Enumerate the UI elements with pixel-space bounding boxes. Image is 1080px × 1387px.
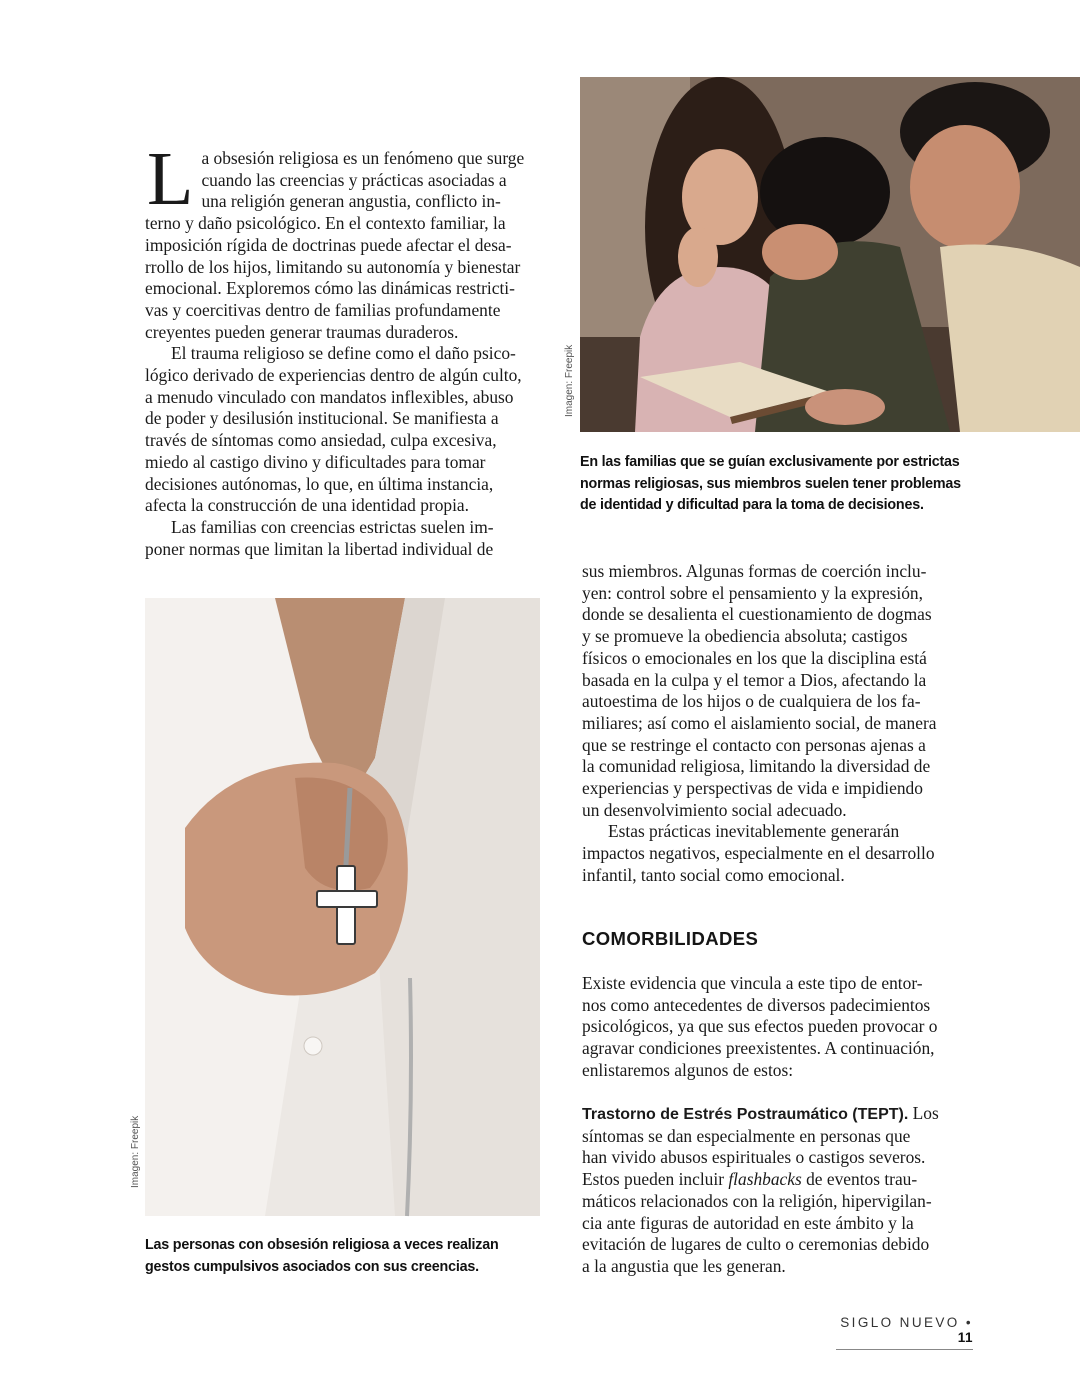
text-line: rrollo de los hijos, limitando su autonomía y bienestar [145,256,521,277]
text-line: enlistaremos algunos de estos: [582,1059,794,1080]
text-line: Estas prácticas inevitablemente generarán [608,821,900,842]
paragraph-3 [145,517,537,560]
paragraph-4 [582,561,978,821]
tept-line1-rest: Los [908,1103,939,1123]
text-line: autoestima de los hijos o de cualquiera de los fa- [582,691,921,712]
text-line: máticos relacionados con la religión, hipervigilan- [582,1190,932,1211]
photo-credit-bottom: Imagen: Freepik [130,1115,141,1188]
text-line: y se promueve la obediencia absoluta; castigos [582,626,908,647]
magazine-name: SIGLO NUEVO [840,1315,960,1330]
text-line: poner normas que limitan la libertad individual de [145,538,494,559]
tept-lines-b [582,1191,978,1278]
text-line: una religión generan angustia, conflicto in- [201,191,501,212]
text-line: de poder y desilusión institucional. Se manifiesta a [145,408,499,429]
text-line: evitación de lugares de culto o ceremonias debido [582,1234,930,1255]
text-line: Las familias con creencias estrictas suelen im- [171,516,494,537]
text-line: terno y daño psicológico. En el contexto familiar, la [145,213,506,234]
text-line: han vivido abusos espirituales o castigos severos. [582,1147,926,1168]
text-line: que se restringe el contacto con personas ajenas a [582,734,926,755]
text-line: un desenvolvimiento social adecuado. [582,799,847,820]
text-line: basada en la culpa y el temor a Dios, afectando la [582,669,927,690]
text-line: miliares; así como el aislamiento social, de manera [582,712,937,733]
text-line: decisiones autónomas, lo que, en última instancia, [145,473,494,494]
comorbidities-intro [582,973,978,1082]
text-line: donde se desalienta el cuestionamiento de dogmas [582,604,932,625]
caption-top-photo [580,452,990,517]
text-line: impactos negativos, especialmente en el desarrollo [582,843,935,864]
page-footer [836,1315,973,1350]
caption-line: gestos cumpulsivos asociados con sus creencias. [145,1258,479,1275]
tept-post: de eventos trau- [801,1169,918,1190]
tept-italic-word: flashbacks [728,1169,802,1190]
tept-flashbacks-line [582,1169,978,1191]
footer-separator: • [965,1315,973,1330]
caption-line: En las familias que se guían exclusivamente por estrictas [580,454,960,470]
photo-hand-cross [130,598,540,1216]
tept-title: Trastorno de Estrés Postraumático (TEPT). [582,1106,909,1123]
text-line: cuando las creencias y prácticas asociadas a [201,169,507,190]
text-line: agravar condiciones preexistentes. A continuación, [582,1038,935,1059]
paragraph-2 [145,343,537,517]
caption-line: Las personas con obsesión religiosa a veces realizan [145,1237,499,1253]
text-line: creyentes pueden generar traumas duraderos. [145,321,459,342]
text-line: miedo al castigo divino y dificultades para tomar [145,451,486,472]
photo-family-praying [564,77,1080,432]
text-line: sus miembros. Algunas formas de coerción inclu- [582,561,927,581]
text-line: imposición rígida de doctrinas puede afectar el desa- [145,234,512,255]
tept-pre: Estos pueden incluir [582,1169,729,1190]
text-line: a menudo vinculado con mandatos inflexibles, abuso [145,386,514,407]
intro-paragraph [145,137,537,343]
text-line: síntomas se dan especialmente en personas que [582,1125,911,1146]
article-column-right [582,561,978,887]
photo-credit-top: Imagen: Freepik [564,344,575,417]
caption-bottom-photo [145,1235,545,1278]
article-column-left [145,137,537,560]
text-line: la comunidad religiosa, limitando la diversidad de [582,756,931,777]
text-line: psicológicos, ya que sus efectos pueden provocar o [582,1016,938,1037]
text-line: vas y coercitivas dentro de familias profundamente [145,299,501,320]
drop-cap: L [147,137,194,221]
text-line: infantil, tanto social como emocional. [582,864,845,885]
text-line: a obsesión religiosa es un fenómeno que surge [201,148,525,168]
text-line: afecta la construcción de una identidad propia. [145,495,470,516]
tept-paragraph [582,1103,978,1278]
paragraph-1 [145,137,537,343]
text-line: nos como antecedentes de diversos padecimientos [582,994,931,1015]
section-heading: COMORBILIDADES [582,928,759,949]
text-line: cia ante figuras de autoridad en este ámbito y la [582,1212,914,1233]
tept-lines-a [582,1126,978,1169]
text-line: a la angustia que les generan. [582,1255,786,1276]
caption-line: de identidad y dificultad para la toma de decisiones. [580,497,924,513]
text-line: El trauma religioso se define como el daño psico- [171,343,516,364]
text-line: lógico derivado de experiencias dentro de algún culto, [145,365,522,386]
text-line: emocional. Exploremos cómo las dinámicas restricti- [145,278,515,299]
caption-line: normas religiosas, sus miembros suelen tener problemas [580,475,961,492]
hand-with-cross-illustration [145,598,540,1216]
text-line: físicos o emocionales en los que la disciplina está [582,647,927,668]
page-number: 11 [957,1330,973,1345]
tept-first-line [582,1103,978,1126]
text-line: Existe evidencia que vincula a este tipo de entor- [582,973,923,993]
text-line: yen: control sobre el pensamiento y la expresión, [582,582,923,603]
family-praying-illustration [580,77,1080,432]
paragraph-5 [582,821,978,886]
text-line: experiencias y perspectivas de vida e impidiendo [582,778,923,799]
text-line: través de síntomas como ansiedad, culpa excesiva, [145,430,497,451]
